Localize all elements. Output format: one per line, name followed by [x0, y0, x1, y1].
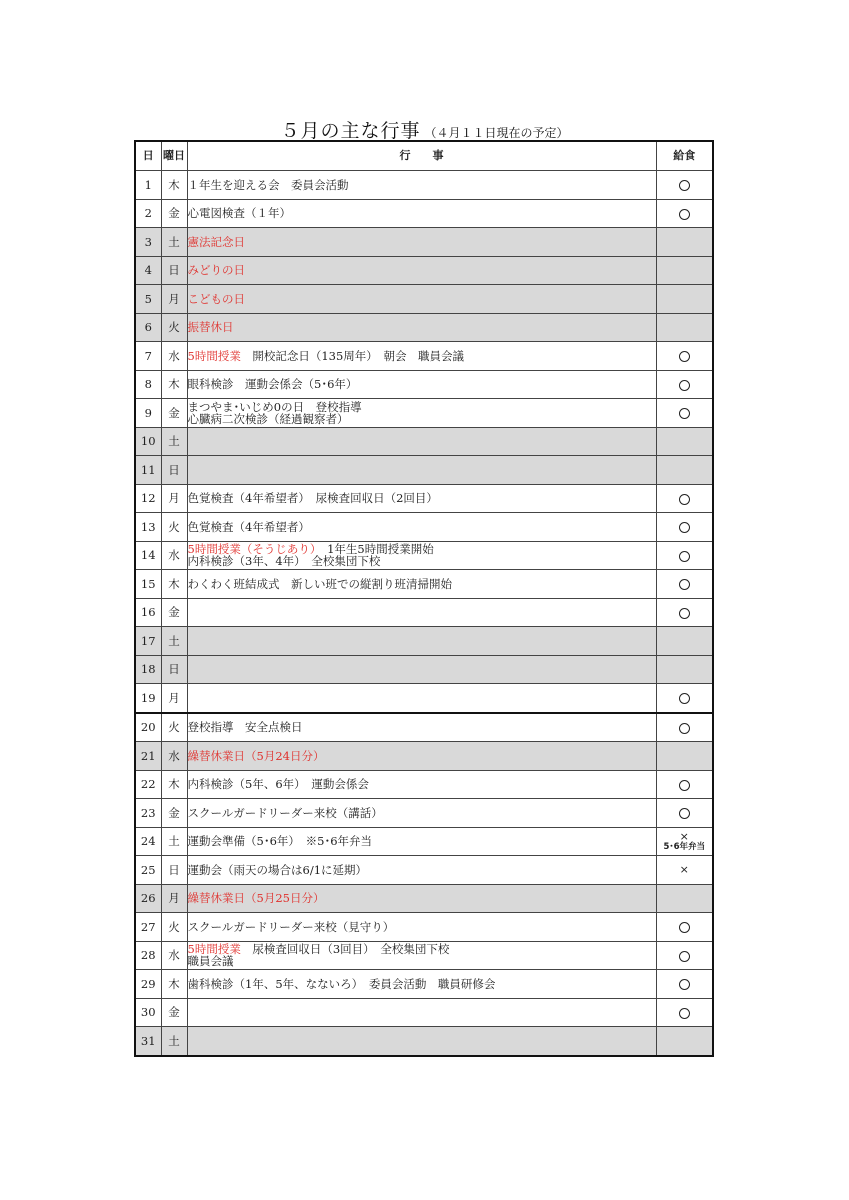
- lunch-served-circle-icon: [679, 579, 690, 590]
- day-of-week: 木: [161, 370, 187, 399]
- day-of-week: 土: [161, 228, 187, 257]
- header-lunch: 給食: [656, 141, 713, 171]
- event-cell: [187, 171, 656, 200]
- table-row: [135, 199, 713, 228]
- event-cell: [187, 598, 656, 627]
- table-row: [135, 256, 713, 285]
- lunch-cell: [656, 1027, 713, 1056]
- lunch-none-mark: ×: [679, 829, 689, 843]
- event-text: 心電図検査（１年）: [187, 206, 291, 221]
- lunch-served-circle-icon: [679, 551, 690, 562]
- lunch-served-circle-icon: [679, 922, 690, 933]
- event-cell: [187, 856, 656, 885]
- header-events: 行 事: [187, 141, 656, 171]
- event-text: スクールガードリーダー来校（講話）: [187, 805, 383, 820]
- lunch-cell: [656, 313, 713, 342]
- event-highlight: 振替休日: [187, 320, 234, 335]
- day-of-week: 金: [161, 598, 187, 627]
- event-cell: [187, 484, 656, 513]
- day-number: 26: [135, 884, 161, 913]
- day-number: 10: [135, 427, 161, 456]
- table-row: [135, 742, 713, 771]
- event-line: [188, 864, 656, 876]
- day-number: 2: [135, 199, 161, 228]
- event-cell: [187, 256, 656, 285]
- day-of-week: 月: [161, 484, 187, 513]
- lunch-cell: [656, 799, 713, 828]
- event-line: [188, 492, 656, 504]
- event-highlight: 5時間授業: [187, 348, 241, 363]
- event-cell: [187, 427, 656, 456]
- page-title-block: [0, 116, 849, 143]
- lunch-cell: [656, 513, 713, 542]
- event-cell: [187, 313, 656, 342]
- event-line: [188, 179, 656, 191]
- event-line: [188, 413, 656, 425]
- event-line: [188, 750, 656, 762]
- day-number: 1: [135, 171, 161, 200]
- day-number: 12: [135, 484, 161, 513]
- day-of-week: 金: [161, 799, 187, 828]
- lunch-cell: [656, 285, 713, 314]
- event-highlight: みどりの日: [187, 263, 245, 278]
- day-number: 24: [135, 827, 161, 856]
- lunch-cell: [656, 655, 713, 684]
- event-cell: [187, 770, 656, 799]
- day-number: 27: [135, 913, 161, 942]
- day-number: 13: [135, 513, 161, 542]
- lunch-served-circle-icon: [679, 180, 690, 191]
- day-number: 30: [135, 998, 161, 1027]
- event-text: １年生を迎える会 委員会活動: [187, 177, 349, 192]
- day-number: 4: [135, 256, 161, 285]
- table-row: [135, 342, 713, 371]
- day-number: 14: [135, 541, 161, 570]
- lunch-none-mark: ×: [679, 863, 689, 877]
- day-of-week: 水: [161, 941, 187, 970]
- lunch-cell: [656, 598, 713, 627]
- lunch-served-circle-icon: [679, 380, 690, 391]
- table-row: [135, 799, 713, 828]
- lunch-served-circle-icon: [679, 979, 690, 990]
- table-row: [135, 627, 713, 656]
- table-row: [135, 913, 713, 942]
- page-title: ５月の主な行事: [280, 120, 421, 142]
- table-row: [135, 713, 713, 742]
- table-row: [135, 856, 713, 885]
- event-cell: [187, 370, 656, 399]
- lunch-served-circle-icon: [679, 693, 690, 704]
- event-line: [188, 955, 656, 967]
- event-cell: [187, 399, 656, 428]
- table-row: [135, 399, 713, 428]
- lunch-served-circle-icon: [679, 808, 690, 819]
- event-cell: [187, 742, 656, 771]
- day-of-week: 月: [161, 684, 187, 713]
- lunch-cell: [656, 399, 713, 428]
- event-cell: [187, 713, 656, 742]
- event-cell: [187, 285, 656, 314]
- event-line: [188, 264, 656, 276]
- page-subtitle: （４月１１日現在の予定）: [424, 126, 569, 140]
- event-line: [188, 378, 656, 390]
- event-line: [188, 207, 656, 219]
- event-cell: [187, 342, 656, 371]
- event-highlight: 繰替休業日（5月24日分）: [187, 748, 325, 763]
- table-row: [135, 1027, 713, 1056]
- lunch-cell: [656, 484, 713, 513]
- day-of-week: 火: [161, 313, 187, 342]
- lunch-served-circle-icon: [679, 608, 690, 619]
- lunch-cell: [656, 913, 713, 942]
- event-text: 運動会（雨天の場合は6/1に延期）: [187, 862, 368, 877]
- table-header-row: [135, 141, 713, 171]
- day-number: 17: [135, 627, 161, 656]
- day-of-week: 木: [161, 970, 187, 999]
- event-line: [188, 835, 656, 847]
- event-line: [188, 892, 656, 904]
- table-row: [135, 513, 713, 542]
- event-text: 職員会議: [187, 954, 234, 969]
- event-line: [188, 236, 656, 248]
- table-row: [135, 598, 713, 627]
- day-of-week: 水: [161, 742, 187, 771]
- lunch-cell: [656, 827, 713, 856]
- event-highlight: 5時間授業: [187, 942, 241, 957]
- event-text: 内科検診（5年、6年） 運動会係会: [187, 777, 369, 792]
- lunch-cell: [656, 541, 713, 570]
- event-text: 登校指導 安全点検日: [187, 720, 303, 735]
- lunch-served-circle-icon: [679, 351, 690, 362]
- event-line: [188, 521, 656, 533]
- day-number: 28: [135, 941, 161, 970]
- day-number: 7: [135, 342, 161, 371]
- lunch-served-circle-icon: [679, 209, 690, 220]
- lunch-cell: [656, 342, 713, 371]
- lunch-served-circle-icon: [679, 522, 690, 533]
- day-of-week: 日: [161, 856, 187, 885]
- lunch-served-circle-icon: [679, 494, 690, 505]
- day-number: 25: [135, 856, 161, 885]
- event-line: [188, 778, 656, 790]
- day-of-week: 日: [161, 655, 187, 684]
- event-cell: [187, 970, 656, 999]
- lunch-cell: [656, 856, 713, 885]
- table-row: [135, 228, 713, 257]
- day-number: 9: [135, 399, 161, 428]
- table-row: [135, 171, 713, 200]
- lunch-cell: [656, 713, 713, 742]
- event-text: 色覚検査（4年希望者）: [187, 519, 310, 534]
- day-of-week: 金: [161, 998, 187, 1027]
- day-of-week: 土: [161, 427, 187, 456]
- event-cell: [187, 627, 656, 656]
- event-cell: [187, 884, 656, 913]
- event-cell: [187, 570, 656, 599]
- lunch-served-circle-icon: [679, 408, 690, 419]
- day-of-week: 土: [161, 827, 187, 856]
- lunch-cell: [656, 256, 713, 285]
- header-day: 日: [135, 141, 161, 171]
- table-row: [135, 941, 713, 970]
- event-highlight: こどもの日: [187, 291, 245, 306]
- day-of-week: 木: [161, 171, 187, 200]
- event-text: まつやま･いじめ0の日 登校指導: [187, 399, 362, 414]
- table-row: [135, 770, 713, 799]
- event-line: [188, 321, 656, 333]
- event-cell: [187, 913, 656, 942]
- table-row: [135, 570, 713, 599]
- lunch-cell: [656, 370, 713, 399]
- table-row: [135, 456, 713, 485]
- day-of-week: 木: [161, 570, 187, 599]
- day-number: 29: [135, 970, 161, 999]
- table-row: [135, 484, 713, 513]
- day-number: 21: [135, 742, 161, 771]
- lunch-cell: [656, 970, 713, 999]
- lunch-cell: [656, 427, 713, 456]
- event-text: 尿検査回収日（3回目） 全校集団下校: [240, 942, 450, 957]
- event-line: [188, 293, 656, 305]
- day-number: 11: [135, 456, 161, 485]
- lunch-cell: [656, 770, 713, 799]
- day-of-week: 水: [161, 541, 187, 570]
- event-text: 内科検診（3年、4年） 全校集団下校: [187, 554, 381, 569]
- event-line: [188, 921, 656, 933]
- event-text: 色覚検査（4年希望者） 尿検査回収日（2回目）: [187, 491, 438, 506]
- day-of-week: 火: [161, 513, 187, 542]
- day-of-week: 月: [161, 884, 187, 913]
- day-of-week: 金: [161, 199, 187, 228]
- event-cell: [187, 228, 656, 257]
- event-cell: [187, 941, 656, 970]
- lunch-served-circle-icon: [679, 1008, 690, 1019]
- lunch-cell: [656, 570, 713, 599]
- event-line: [188, 943, 656, 955]
- day-of-week: 火: [161, 913, 187, 942]
- day-number: 5: [135, 285, 161, 314]
- lunch-cell: [656, 742, 713, 771]
- event-cell: [187, 513, 656, 542]
- event-line: [188, 350, 656, 362]
- event-line: [188, 978, 656, 990]
- table-row: [135, 655, 713, 684]
- table-row: [135, 427, 713, 456]
- event-highlight: 繰替休業日（5月25日分）: [187, 891, 325, 906]
- table-row: [135, 370, 713, 399]
- table-row: [135, 313, 713, 342]
- event-cell: [187, 655, 656, 684]
- lunch-note: 5･6年弁当: [663, 841, 706, 852]
- event-cell: [187, 998, 656, 1027]
- lunch-cell: [656, 884, 713, 913]
- event-line: [188, 721, 656, 733]
- day-number: 31: [135, 1027, 161, 1056]
- day-of-week: 月: [161, 285, 187, 314]
- event-cell: [187, 541, 656, 570]
- event-highlight: 憲法記念日: [187, 234, 245, 249]
- day-number: 6: [135, 313, 161, 342]
- table-row: [135, 827, 713, 856]
- table-row: [135, 684, 713, 713]
- event-text: 心臓病二次検診（経過観察者）: [187, 411, 349, 426]
- day-number: 8: [135, 370, 161, 399]
- event-cell: [187, 799, 656, 828]
- event-text: スクールガードリーダー来校（見守り）: [187, 919, 395, 934]
- lunch-cell: [656, 228, 713, 257]
- day-of-week: 水: [161, 342, 187, 371]
- day-of-week: 日: [161, 456, 187, 485]
- event-line: [188, 555, 656, 567]
- event-cell: [187, 199, 656, 228]
- day-number: 19: [135, 684, 161, 713]
- schedule-table: [134, 140, 714, 1057]
- lunch-cell: [656, 627, 713, 656]
- lunch-cell: [656, 171, 713, 200]
- day-number: 16: [135, 598, 161, 627]
- table-row: [135, 285, 713, 314]
- table-row: [135, 998, 713, 1027]
- event-text: 歯科検診（1年、5年、なないろ） 委員会活動 職員研修会: [187, 976, 496, 991]
- day-of-week: 木: [161, 770, 187, 799]
- lunch-cell: [656, 684, 713, 713]
- event-text: 運動会準備（5･6年） ※5･6年弁当: [187, 834, 373, 849]
- day-of-week: 金: [161, 399, 187, 428]
- day-number: 20: [135, 713, 161, 742]
- day-number: 18: [135, 655, 161, 684]
- event-line: [188, 578, 656, 590]
- event-cell: [187, 456, 656, 485]
- day-of-week: 土: [161, 1027, 187, 1056]
- day-number: 22: [135, 770, 161, 799]
- lunch-served-circle-icon: [679, 951, 690, 962]
- day-number: 23: [135, 799, 161, 828]
- day-number: 3: [135, 228, 161, 257]
- lunch-cell: [656, 199, 713, 228]
- lunch-cell: [656, 998, 713, 1027]
- day-of-week: 土: [161, 627, 187, 656]
- header-dow: 曜日: [161, 141, 187, 171]
- lunch-cell: [656, 456, 713, 485]
- day-number: 15: [135, 570, 161, 599]
- lunch-served-circle-icon: [679, 780, 690, 791]
- table-row: [135, 541, 713, 570]
- day-of-week: 火: [161, 713, 187, 742]
- day-of-week: 日: [161, 256, 187, 285]
- lunch-served-circle-icon: [679, 723, 690, 734]
- event-text: わくわく班結成式 新しい班での縦割り班清掃開始: [187, 576, 452, 591]
- schedule-body: [135, 171, 713, 1056]
- event-line: [188, 807, 656, 819]
- event-highlight: 5時間授業（そうじあり）: [187, 542, 316, 557]
- lunch-cell: [656, 941, 713, 970]
- event-text: 眼科検診 運動会係会（5･6年）: [187, 377, 358, 392]
- event-text: 1年生5時間授業開始: [315, 542, 434, 557]
- event-text: 開校記念日（135周年） 朝会 職員会議: [240, 348, 465, 363]
- event-cell: [187, 684, 656, 713]
- event-cell: [187, 827, 656, 856]
- event-cell: [187, 1027, 656, 1056]
- table-row: [135, 884, 713, 913]
- table-row: [135, 970, 713, 999]
